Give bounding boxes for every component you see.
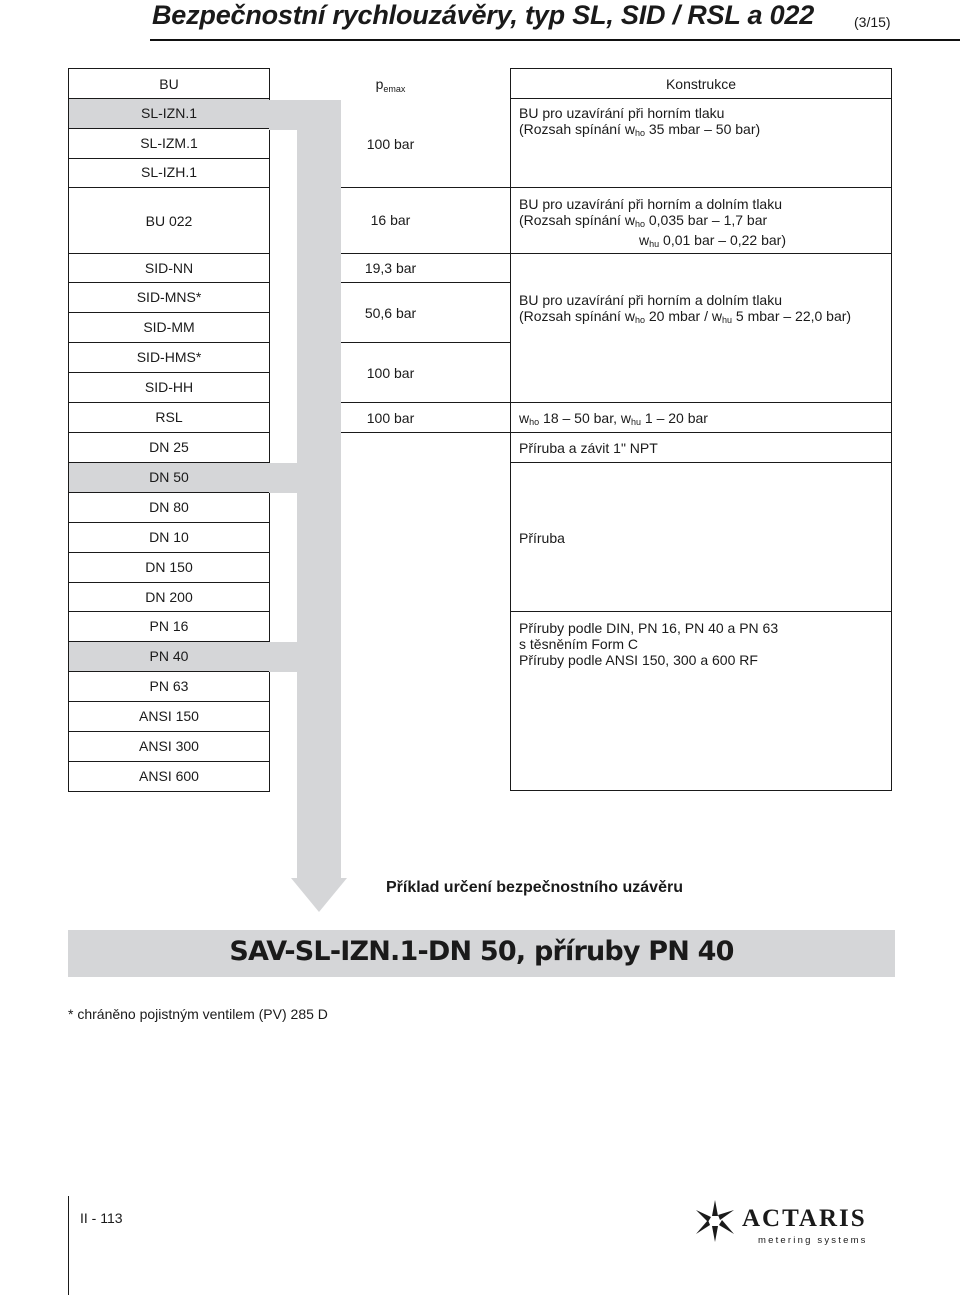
bu-label: SID-MNS* — [136, 289, 202, 305]
konstrukce-line: (Rozsah spínání $w_{ho}$ 35 mbar – 50 bar) — [519, 121, 761, 138]
page-title: Bezpečnostní rychlouzávěry, typ SL, SID / RSL a 022 — [152, 0, 815, 30]
bu-label: PN 40 — [149, 648, 189, 664]
bu-cell — [68, 701, 270, 732]
bu-label: SL-IZM.1 — [140, 135, 198, 151]
pressure-value: 100 bar — [366, 136, 415, 152]
konstrukce-line: BU pro uzavírání při horním a dolním tlaku — [519, 196, 783, 212]
flow-arrow — [269, 642, 341, 672]
page-count: (3/15) — [854, 14, 891, 30]
bu-cell — [68, 253, 270, 283]
bu-cell — [68, 187, 270, 254]
arrow-head-icon — [291, 878, 347, 912]
header-rule — [150, 39, 960, 41]
bu-cell — [68, 372, 270, 403]
konstrukce-cell — [510, 611, 892, 791]
bu-cell — [68, 158, 270, 188]
logo-subtext: metering systems — [758, 1235, 868, 1246]
bu-cell — [68, 552, 270, 583]
konstrukce-line: (Rozsah spínání $w_{ho}$ 20 mbar / $w_{hu}$ 5 mbar – 22,0 bar) — [519, 308, 852, 325]
header-konstrukce: Konstrukce — [665, 76, 737, 92]
bu-label: ANSI 300 — [139, 738, 199, 754]
konstrukce-line: (Rozsah spínání $w_{ho}$ 0,035 bar – 1,7 bar — [519, 212, 768, 229]
konstrukce-line: Příruba — [519, 530, 565, 546]
bu-cell — [68, 128, 270, 159]
bu-cell — [68, 671, 270, 702]
bu-cell — [68, 641, 270, 672]
konstrukce-cell — [510, 402, 892, 433]
pressure-value: 16 bar — [370, 212, 411, 228]
footnote: * chráněno pojistným ventilem (PV) 285 D — [68, 1006, 328, 1022]
bu-cell — [68, 522, 270, 553]
pressure-divider — [341, 187, 511, 188]
bu-label: SID-MM — [143, 319, 195, 335]
konstrukce-line: $w_{hu}$ 0,01 bar – 0,22 bar) — [639, 232, 787, 249]
bu-label: PN 63 — [149, 678, 189, 694]
pressure-divider — [341, 342, 511, 343]
bu-cell — [68, 402, 270, 433]
bu-cell — [68, 492, 270, 523]
bu-label: DN 80 — [149, 499, 189, 515]
bu-label: PN 16 — [149, 618, 189, 634]
bu-cell — [68, 432, 270, 463]
page-number-rule — [68, 1196, 69, 1295]
bu-cell — [68, 342, 270, 373]
bu-label: SID-HH — [144, 379, 194, 395]
bu-label: DN 50 — [149, 469, 189, 485]
bu-label: DN 150 — [145, 559, 193, 575]
logo-text: ACTARIS — [742, 1205, 867, 1232]
bu-label: SL-IZH.1 — [140, 164, 197, 180]
pressure-value: 19,3 bar — [364, 260, 417, 276]
konstrukce-line: $w_{ho}$ 18 – 50 bar, $w_{hu}$ 1 – 20 bar — [519, 410, 708, 427]
bu-cell — [68, 611, 270, 642]
konstrukce-line: BU pro uzavírání při horním a dolním tlaku — [519, 292, 783, 308]
example-title: Příklad určení bezpečnostního uzávěru — [386, 879, 683, 896]
konstrukce-cell — [510, 253, 892, 403]
bu-cell — [68, 731, 270, 762]
bu-label: BU 022 — [145, 213, 193, 229]
konstrukce-line: Příruby podle ANSI 150, 300 a 600 RF — [519, 652, 758, 668]
header-bu: BU — [159, 76, 179, 92]
page-number: II - 113 — [80, 1210, 123, 1226]
bu-cell — [68, 98, 270, 129]
header-bu-cell — [68, 68, 270, 99]
bu-label: DN 200 — [145, 589, 193, 605]
konstrukce-line: Příruby podle DIN, PN 16, PN 40 a PN 63 — [519, 620, 779, 636]
pressure-divider — [341, 282, 511, 283]
example-code: SAV-SL-IZN.1-DN 50, příruby PN 40 — [229, 936, 734, 967]
flow-arrow — [269, 463, 341, 493]
bu-label: ANSI 150 — [139, 708, 199, 724]
konstrukce-cell — [510, 462, 892, 612]
bu-cell — [68, 582, 270, 612]
pressure-divider — [341, 432, 511, 433]
konstrukce-cell — [510, 187, 892, 254]
bu-label: SID-NN — [144, 260, 194, 276]
header-konstrukce-cell — [510, 68, 892, 99]
konstrukce-line: s těsněním Form C — [519, 636, 639, 652]
pressure-value: 100 bar — [366, 410, 415, 426]
bu-label: SL-IZN.1 — [140, 105, 197, 121]
pressure-value: 50,6 bar — [364, 305, 417, 321]
konstrukce-line: Příruba a závit 1" NPT — [519, 440, 658, 456]
bu-label: ANSI 600 — [139, 768, 199, 784]
bu-label: DN 25 — [149, 439, 189, 455]
pressure-divider — [341, 402, 511, 403]
bu-cell — [68, 761, 270, 792]
actaris-logo-icon — [690, 1198, 740, 1244]
bu-label: SID-HMS* — [136, 349, 202, 365]
bu-cell — [68, 282, 270, 313]
konstrukce-cell — [510, 432, 892, 463]
pressure-value: 100 bar — [366, 365, 415, 381]
header-pemax: $p_{emax}$ — [375, 76, 406, 94]
bu-cell — [68, 462, 270, 493]
bu-label: DN 10 — [149, 529, 189, 545]
konstrukce-line: BU pro uzavírání při horním tlaku — [519, 105, 725, 121]
pressure-divider — [341, 253, 511, 254]
konstrukce-cell — [510, 98, 892, 188]
bu-cell — [68, 312, 270, 343]
bu-label: RSL — [155, 409, 183, 425]
